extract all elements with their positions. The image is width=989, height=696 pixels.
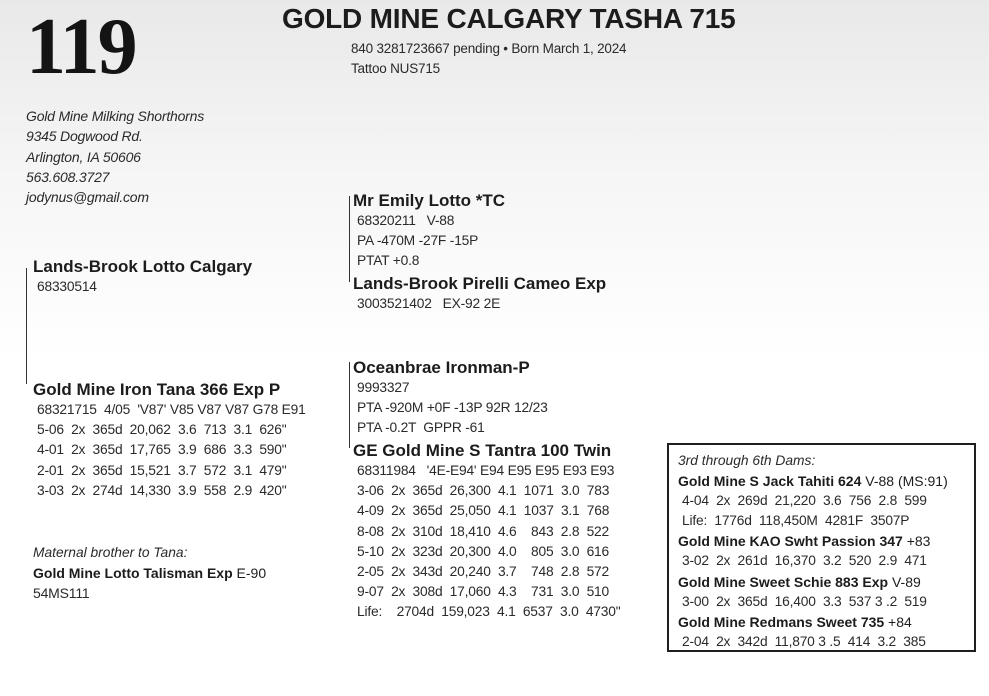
fifth-dam-record: 3-00 2x 365d 16,400 3.3 537 3 .2 519 <box>682 593 927 609</box>
dam-record: 2-01 2x 365d 15,521 3.7 572 3.1 479" <box>37 462 287 478</box>
sire-sire-block <box>353 191 505 272</box>
dam-block <box>33 380 306 501</box>
maternal-brother-block <box>33 543 266 603</box>
fourth-dam-score: +83 <box>902 533 931 550</box>
maternal-brother-name: Gold Mine Lotto Talisman Exp <box>33 565 233 581</box>
consignor-farm: Gold Mine Milking Shorthorns <box>26 108 205 124</box>
pedigree-bracket-sire-dam <box>26 268 27 384</box>
maternal-brother-heading: Maternal brother to Tana: <box>33 545 188 560</box>
sixth-dam-name: Gold Mine Redmans Sweet 735 <box>678 613 885 630</box>
third-dam-record: 4-04 2x 269d 21,220 3.6 756 2.8 599 <box>682 493 927 508</box>
fourth-dam-record: 3-02 2x 261d 16,370 3.2 520 2.9 471 <box>682 553 927 569</box>
lot-number: 119 <box>26 3 136 91</box>
dam-record: 5-06 2x 365d 20,062 3.6 713 3.1 626" <box>37 422 287 438</box>
dam-dam-name: GE Gold Mine S Tantra 100 Twin <box>353 441 612 460</box>
dam-dam-record: 4-09 2x 365d 25,050 4.1 1037 3.1 768 <box>357 503 610 519</box>
third-dam-lifetime: Life: 1776d 118,450M 4281F 3507P <box>682 513 910 529</box>
dam-sire-line: 9993327 <box>357 380 410 395</box>
fourth-dam-name-line <box>678 531 974 551</box>
fifth-dam-name: Gold Mine Sweet Schie 883 Exp <box>678 573 889 590</box>
maternal-brother-score: E-90 <box>232 565 267 581</box>
registration-line: 840 3281723667 pending • Born March 1, 2024 <box>351 41 627 56</box>
extended-dams-heading: 3rd through 6th Dams: <box>678 453 816 468</box>
tattoo-line: Tattoo NUS715 <box>351 61 440 76</box>
sire-reg: 68330514 <box>37 279 97 294</box>
third-dam-name-line <box>678 471 974 491</box>
extended-dams-box <box>667 443 976 652</box>
dam-line: 68321715 4/05 'V87' V85 V87 V87 G78 E91 <box>37 402 306 417</box>
sire-dam-line: 3003521402 EX-92 2E <box>357 296 501 311</box>
fourth-dam-name: Gold Mine KAO Swht Passion 347 <box>678 533 903 550</box>
fifth-dam-score: V-89 <box>888 573 921 590</box>
sire-block <box>33 257 252 297</box>
dam-record: 3-03 2x 274d 14,330 3.9 558 2.9 420" <box>37 482 287 498</box>
dam-dam-record: 9-07 2x 308d 17,060 4.3 731 3.0 510 <box>357 584 610 600</box>
sixth-dam-name-line <box>678 612 974 632</box>
dam-record: 4-01 2x 365d 17,765 3.9 686 3.3 590" <box>37 442 287 458</box>
dam-dam-record: 5-10 2x 323d 20,300 4.0 805 3.0 616 <box>357 543 610 559</box>
dam-name: Gold Mine Iron Tana 366 Exp P <box>33 380 281 399</box>
maternal-brother-reg: 54MS111 <box>33 585 90 601</box>
consignor-block <box>26 106 204 207</box>
sire-sire-name: Mr Emily Lotto *TC <box>353 191 506 210</box>
consignor-city: Arlington, IA 50606 <box>26 148 141 165</box>
maternal-brother-name-line <box>33 563 266 583</box>
dam-sire-name: Oceanbrae Ironman-P <box>353 358 530 377</box>
fifth-dam-name-line <box>678 572 974 592</box>
dam-sire-block <box>353 358 548 439</box>
dam-dam-block <box>353 441 620 623</box>
animal-name: GOLD MINE CALGARY TASHA 715 <box>282 3 736 34</box>
dam-dam-record: 3-06 2x 365d 26,300 4.1 1071 3.0 783 <box>357 483 610 499</box>
sire-sire-line: 68320211 V-88 <box>357 213 455 228</box>
consignor-email[interactable]: jodynus@gmail.com <box>26 189 149 206</box>
consignor-street: 9345 Dogwood Rd. <box>26 128 143 145</box>
consignor-phone: 563.608.3727 <box>26 168 110 185</box>
dam-sire-line: PTA -920M +0F -13P 92R 12/23 <box>357 400 548 416</box>
sire-sire-line: PTAT +0.8 <box>357 253 420 269</box>
pedigree-bracket-sire-parents <box>349 196 350 282</box>
sixth-dam-score: +84 <box>884 613 912 630</box>
dam-dam-record: 2-05 2x 343d 20,240 3.7 748 2.8 572 <box>357 564 610 580</box>
pedigree-bracket-dam-parents <box>349 362 350 448</box>
sixth-dam-record: 2-04 2x 342d 11,870 3 .5 414 3.2 385 <box>682 633 926 649</box>
dam-dam-record: 8-08 2x 310d 18,410 4.6 843 2.8 522 <box>357 523 610 539</box>
sire-name: Lands-Brook Lotto Calgary <box>33 257 253 276</box>
third-dam-score: V-88 (MS:91) <box>861 473 948 489</box>
dam-dam-lifetime: Life: 2704d 159,023 4.1 6537 3.0 4730" <box>357 604 621 620</box>
third-dam-name: Gold Mine S Jack Tahiti 624 <box>678 473 862 489</box>
sire-dam-block <box>353 274 606 314</box>
sire-sire-line: PA -470M -27F -15P <box>357 233 479 249</box>
dam-sire-line: PTA -0.2T GPPR -61 <box>357 420 485 436</box>
dam-dam-line: 68311984 '4E-E94' E94 E95 E95 E93 E93 <box>357 463 615 478</box>
sire-dam-name: Lands-Brook Pirelli Cameo Exp <box>353 274 607 293</box>
